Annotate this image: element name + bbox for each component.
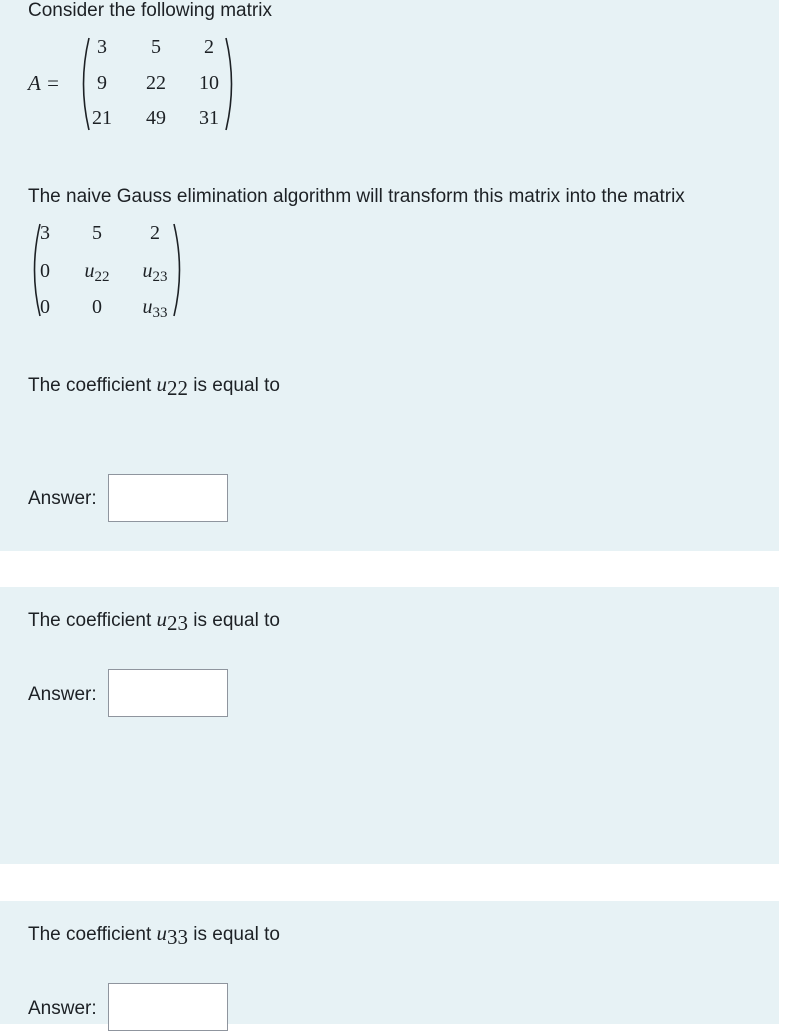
matrix-u-cell: $u_{23}$ — [142, 260, 168, 285]
question-prompt-2: The coefficient $u_{23}$ is equal to — [28, 607, 280, 635]
answer-label-2: Answer: — [28, 684, 97, 705]
matrix-a-label: A = — [28, 71, 60, 95]
matrix-a-cell: 3 — [97, 36, 107, 58]
matrix-u-cell: 0 — [40, 260, 50, 282]
answer-input-2[interactable] — [108, 669, 228, 717]
matrix-a-cell: 31 — [199, 107, 219, 129]
matrix-a-cell: 22 — [146, 72, 166, 94]
matrix-u-cell: 0 — [40, 296, 50, 318]
answer-label-1: Answer: — [28, 488, 97, 509]
matrix-a-cell: 10 — [199, 72, 219, 94]
matrix-u-cell: 3 — [40, 222, 50, 244]
matrix-a-cell: 21 — [92, 107, 112, 129]
matrix-a-cell: 49 — [146, 107, 166, 129]
matrix-u-cell: 0 — [92, 296, 102, 318]
question-prompt-1: The coefficient $u_{22}$ is equal to — [28, 372, 280, 400]
matrix-a-cell: 5 — [151, 36, 161, 58]
answer-label-3: Answer: — [28, 998, 97, 1019]
question-prompt-3: The coefficient $u_{33}$ is equal to — [28, 921, 280, 949]
transform-text: The naive Gauss elimination algorithm will transform this matrix into the matrix — [28, 186, 685, 207]
matrix-u-cell: 2 — [150, 222, 160, 244]
answer-input-1[interactable] — [108, 474, 228, 522]
matrix-a-cell: 9 — [97, 72, 107, 94]
matrix-u-cell: $u_{33}$ — [142, 296, 168, 321]
matrix-u-cell: $u_{22}$ — [84, 260, 110, 285]
matrix-u-cell: 5 — [92, 222, 102, 244]
question-panel-2 — [0, 587, 779, 864]
matrix-a-cell: 2 — [204, 36, 214, 58]
question-intro: Consider the following matrix — [28, 0, 272, 21]
question-panel-3 — [0, 901, 779, 1024]
